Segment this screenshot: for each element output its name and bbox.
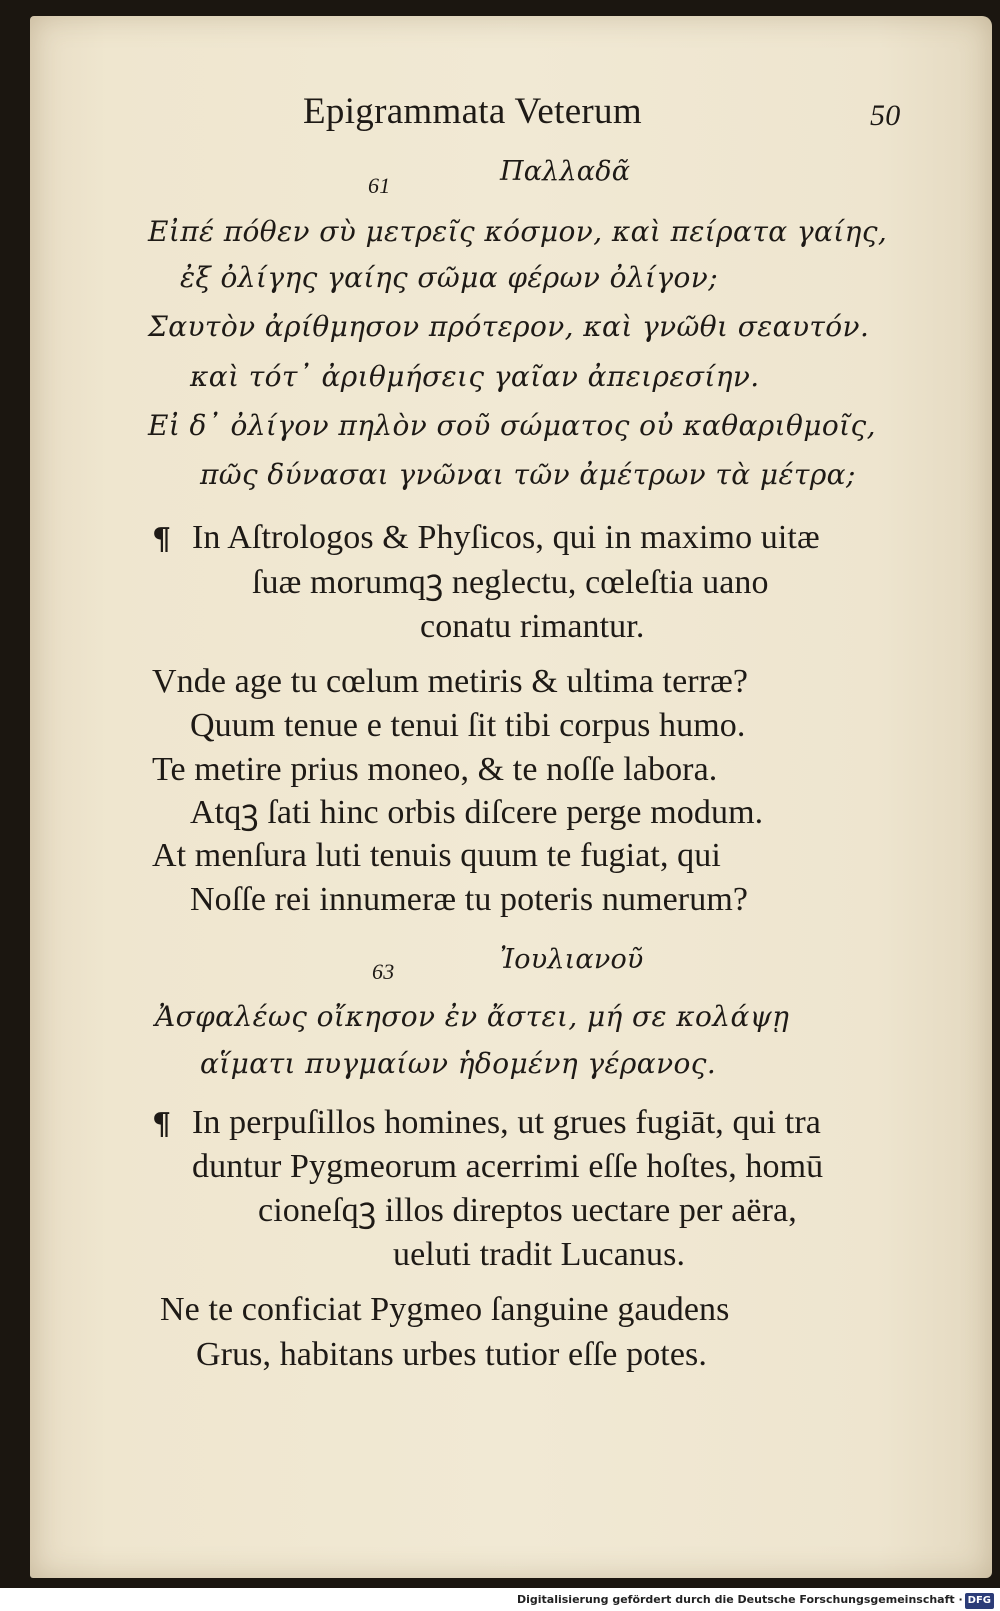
dfg-logo: DFG (965, 1593, 994, 1609)
greek-verse-line: ἐξ ὀλίγης γαίης σῶμα φέρων ὀλίγον; (180, 261, 719, 294)
credit-text: Digitalisierung gefördert durch die Deutsche Forschungsgemeinschaft · (516, 1593, 963, 1606)
latin-verse-line: Quum tenue e tenui ſit tibi corpus humo. (190, 707, 746, 744)
latin-verse-line: Atqꝫ ſati hinc orbis diſcere perge modum. (190, 794, 764, 831)
latin-heading-line: In perpuſillos homines, ut grues fugiāt, qui tra (192, 1104, 821, 1141)
latin-heading-line: cioneſqꝫ illos direptos uectare per aëra, (258, 1192, 797, 1229)
digitization-credit (517, 1592, 994, 1609)
latin-verse-line: Ne te conficiat Pygmeo ſanguine gaudens (160, 1291, 730, 1328)
greek-verse-line: Εἰπέ πόθεν σὺ μετρεῖς κόσμον, καὶ πείρατα γαίης, (148, 215, 888, 248)
greek-verse-line: Εἰ δ᾽ ὀλίγον πηλὸν σοῦ σώματος οὐ καθαριθμοῖς, (148, 409, 876, 442)
page-number: 50 (870, 99, 901, 132)
latin-verse-line: Vnde age tu cœlum metiris & ultima terræ? (152, 663, 749, 700)
greek-verse-line: Ἀσφαλέως οἴκησον ἐν ἄστει, μή σε κολάψῃ (155, 1000, 790, 1033)
greek-verse-line: καὶ τότ᾽ ἀριθμήσεις γαῖαν ἀπειρεσίην. (190, 360, 760, 393)
greek-verse-line: πῶς δύνασαι γνῶναι τῶν ἀμέτρων τὰ μέτρα; (200, 458, 856, 491)
pilcrow-mark: ¶ (152, 1107, 172, 1142)
latin-heading-line: In Aſtrologos & Phyſicos, qui in maximo uitæ (192, 519, 820, 556)
latin-heading-line: duntur Pygmeorum acerrimi eſſe hoſtes, homū (192, 1148, 824, 1185)
epigram-number: 63 (372, 959, 395, 984)
epigram-author: Παλλαδᾶ (500, 156, 631, 187)
latin-verse-line: Noſſe rei innumeræ tu poteris numerum? (190, 881, 749, 918)
epigram-author: Ἰουλιανοῦ (500, 944, 644, 975)
pilcrow-mark: ¶ (152, 522, 172, 557)
latin-verse-line: Te metire prius moneo, & te noſſe labora. (152, 751, 718, 788)
latin-heading-line: ueluti tradit Lucanus. (393, 1236, 686, 1273)
greek-verse-line: αἵματι πυγμαίων ἡδομένη γέρανος. (200, 1047, 717, 1080)
latin-verse-line: At menſura luti tenuis quum te fugiat, qui (152, 837, 721, 874)
latin-verse-line: Grus, habitans urbes tutior eſſe potes. (196, 1336, 707, 1373)
running-header-title: Epigrammata Veterum (303, 91, 642, 132)
epigram-number: 61 (368, 173, 391, 198)
greek-verse-line: Σαυτὸν ἀρίθμησον πρότερον, καὶ γνῶθι σεαυτόν. (148, 310, 870, 343)
latin-heading-line: ſuæ morumqꝫ neglectu, cœleſtia uano (252, 564, 769, 601)
latin-heading-line: conatu rimantur. (420, 608, 645, 645)
